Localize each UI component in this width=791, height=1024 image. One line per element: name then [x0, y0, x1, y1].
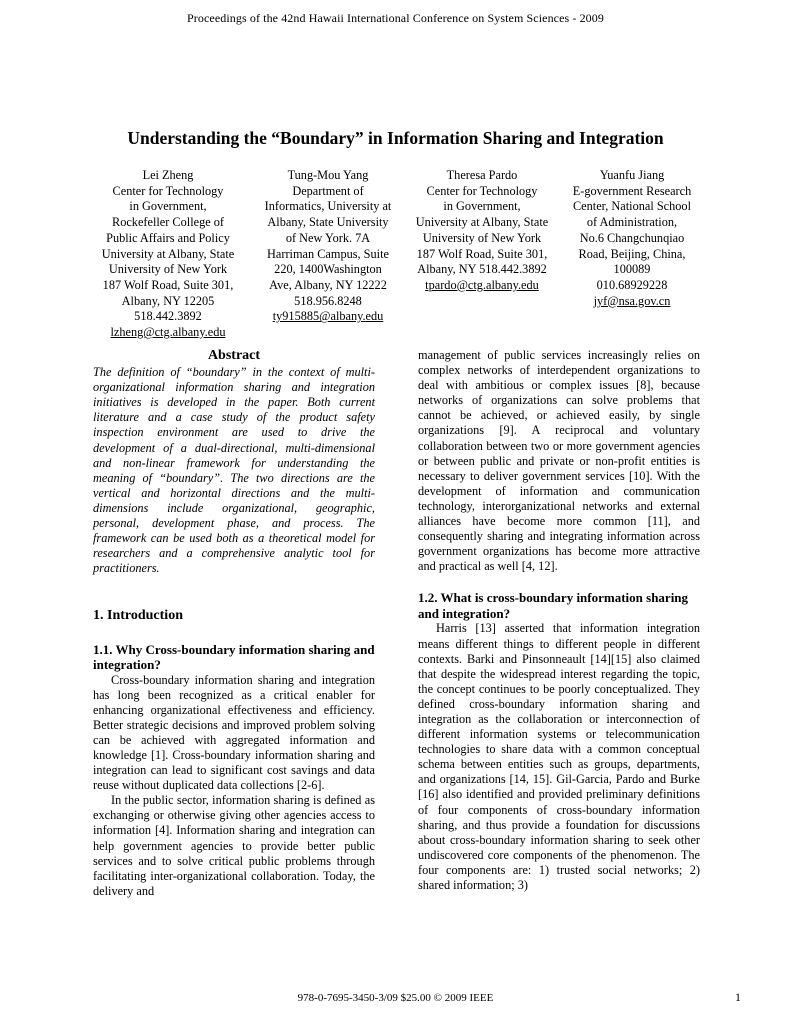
subsection-heading-why: 1.1. Why Cross-boundary information sharing and integration?	[93, 641, 375, 672]
left-column	[93, 348, 375, 899]
author-block-3	[407, 168, 557, 294]
author-email-link[interactable]: tpardo@ctg.albany.edu	[425, 277, 539, 292]
body-paragraph: management of public services increasingly relies on complex networks of interdependent organizations to deal with ambitious or complex issues [8], because networks of organizations can solve problems that cannot be achieved, or achieved easily, by single organizations [9]. A reciprocal and voluntary collaboration between two or more government agencies or between public and private or non-profit entities is necessary to deliver government services [10]. With the development of information and communication technology, interorganizational networks and external alliances have become more common [11], and consequently sharing and integrating information across government organizations has become more attractive and practical as well [4, 12].	[418, 348, 700, 574]
body-paragraph: Harris [13] asserted that information integration means different things to different people in different contexts. Barki and Pinsonneault [14][15] also claimed that despite the widespread interest regarding the topic, the concept continues to be poorly conceptualized. They defined cross-boundary information sharing and integration as the collaboration or interconnection of different information systems or telecommunication technologies to share data with a common conceptual schema between entities such as groups, departments, and organizations [14, 15]. Gil-Garcia, Pardo and Burke [16] also identified and provided preliminary definitions of four components of cross-boundary information sharing, and thus provide a foundation for discussions about cross-boundary information sharing to seek other undiscovered core components of the phenomenon. The four components are: 1) trusted social networks; 2) shared information; 3)	[418, 621, 700, 892]
author-email-link[interactable]: ty915885@albany.edu	[272, 309, 384, 324]
author-affiliation-line: Center, National School	[572, 199, 691, 214]
author-affiliation-line: of Administration,	[586, 215, 678, 230]
right-column	[418, 348, 700, 893]
author-affiliation-line: 187 Wolf Road, Suite 301,	[416, 246, 548, 261]
author-affiliation-line: University of New York	[108, 262, 228, 277]
subsection-heading-what: 1.2. What is cross-boundary information sharing and integration?	[418, 590, 689, 621]
running-header: Proceedings of the 42nd Hawaii International Conference on System Sciences - 2009	[187, 11, 604, 25]
author-phone: 010.68929228	[596, 277, 668, 292]
author-affiliation-line: University at Albany, State	[101, 246, 235, 261]
author-affiliation-line: 220, 1400Washington	[274, 262, 382, 277]
author-block-1	[93, 168, 243, 341]
footer-isbn: 978-0-7695-3450-3/09 $25.00 © 2009 IEEE	[297, 992, 494, 1004]
author-block-2	[253, 168, 403, 325]
author-email-link[interactable]: jyf@nsa.gov.cn	[593, 293, 671, 308]
body-paragraph: Cross-boundary information sharing and integration has long been recognized as a critical enabler for enhancing organizational effectiveness and efficiency. Better strategic decisions and improved problem solving can be achieved with aggregated information and knowledge [1]. Cross-boundary information sharing and integration can lead to significant cost savings and data reuse without duplicated data collections [2-6].	[93, 672, 375, 793]
author-name: Tung-Mou Yang	[287, 168, 369, 182]
author-affiliation-line: Public Affairs and Policy	[106, 230, 230, 245]
author-phone: Albany, NY 518.442.3892	[417, 262, 547, 277]
author-block-4	[557, 168, 707, 309]
author-affiliation-line: University at Albany, State	[415, 215, 549, 230]
author-affiliation-line: Ave, Albany, NY 12222	[269, 277, 387, 292]
body-paragraph: In the public sector, information sharing is defined as exchanging or otherwise giving other agencies access to information [4]. Information sharing and integration can help government agencies to provide better public services and to solve critical public problems through facilitating inter-organizational collaboration. Today, the delivery and	[93, 793, 375, 898]
author-affiliation-line: Center for Technology	[426, 183, 538, 198]
paper-title: Understanding the “Boundary” in Information Sharing and Integration	[127, 128, 664, 148]
author-affiliation-line: 187 Wolf Road, Suite 301,	[102, 277, 234, 292]
author-affiliation-line: University of New York	[422, 230, 542, 245]
author-affiliation-line: Rockefeller College of	[112, 215, 224, 230]
page-number: 1	[735, 990, 741, 1004]
section-heading-introduction: 1. Introduction	[93, 608, 183, 624]
author-affiliation-line: Center for Technology	[112, 183, 224, 198]
author-affiliation-line: Albany, NY 12205	[121, 293, 215, 308]
author-affiliation-line: Albany, State University	[267, 215, 389, 230]
abstract-heading: Abstract	[207, 348, 261, 363]
author-affiliation-line: Harriman Campus, Suite	[267, 246, 389, 261]
author-affiliation-line: of New York. 7A	[285, 230, 371, 245]
author-affiliation-line: No.6 Changchunqiao	[579, 230, 685, 245]
author-affiliation-line: Department of	[292, 183, 364, 198]
author-affiliation-line: 100089	[613, 262, 651, 277]
author-name: Theresa Pardo	[446, 168, 518, 182]
author-name: Yuanfu Jiang	[599, 168, 665, 182]
author-email-link[interactable]: lzheng@ctg.albany.edu	[110, 325, 226, 340]
author-phone: 518.956.8248	[294, 293, 362, 308]
author-affiliation-line: Informatics, University at	[264, 199, 392, 214]
author-affiliation-line: E-government Research	[572, 183, 692, 198]
author-name: Lei Zheng	[142, 168, 194, 182]
author-phone: 518.442.3892	[134, 309, 202, 324]
abstract-text: The definition of “boundary” in the context of multi-organizational information sharing and integration initiatives is developed in the paper. Both current literature and a case study of the product safety inspection environment are used to drive the development of a dual-directional, multi-dimensional and non-linear framework for understanding the meaning of “boundary”. The two directions are the vertical and horizontal directions and the multi-dimensions include organizational, geographic, personal, development phase, and process. The framework can be used both as a theoretical model for researchers and a comprehensive analytic tool for practitioners.	[93, 365, 375, 576]
author-affiliation-line: Road, Beijing, China,	[578, 246, 686, 261]
author-affiliation-line: in Government,	[443, 199, 521, 214]
author-affiliation-line: in Government,	[129, 199, 207, 214]
